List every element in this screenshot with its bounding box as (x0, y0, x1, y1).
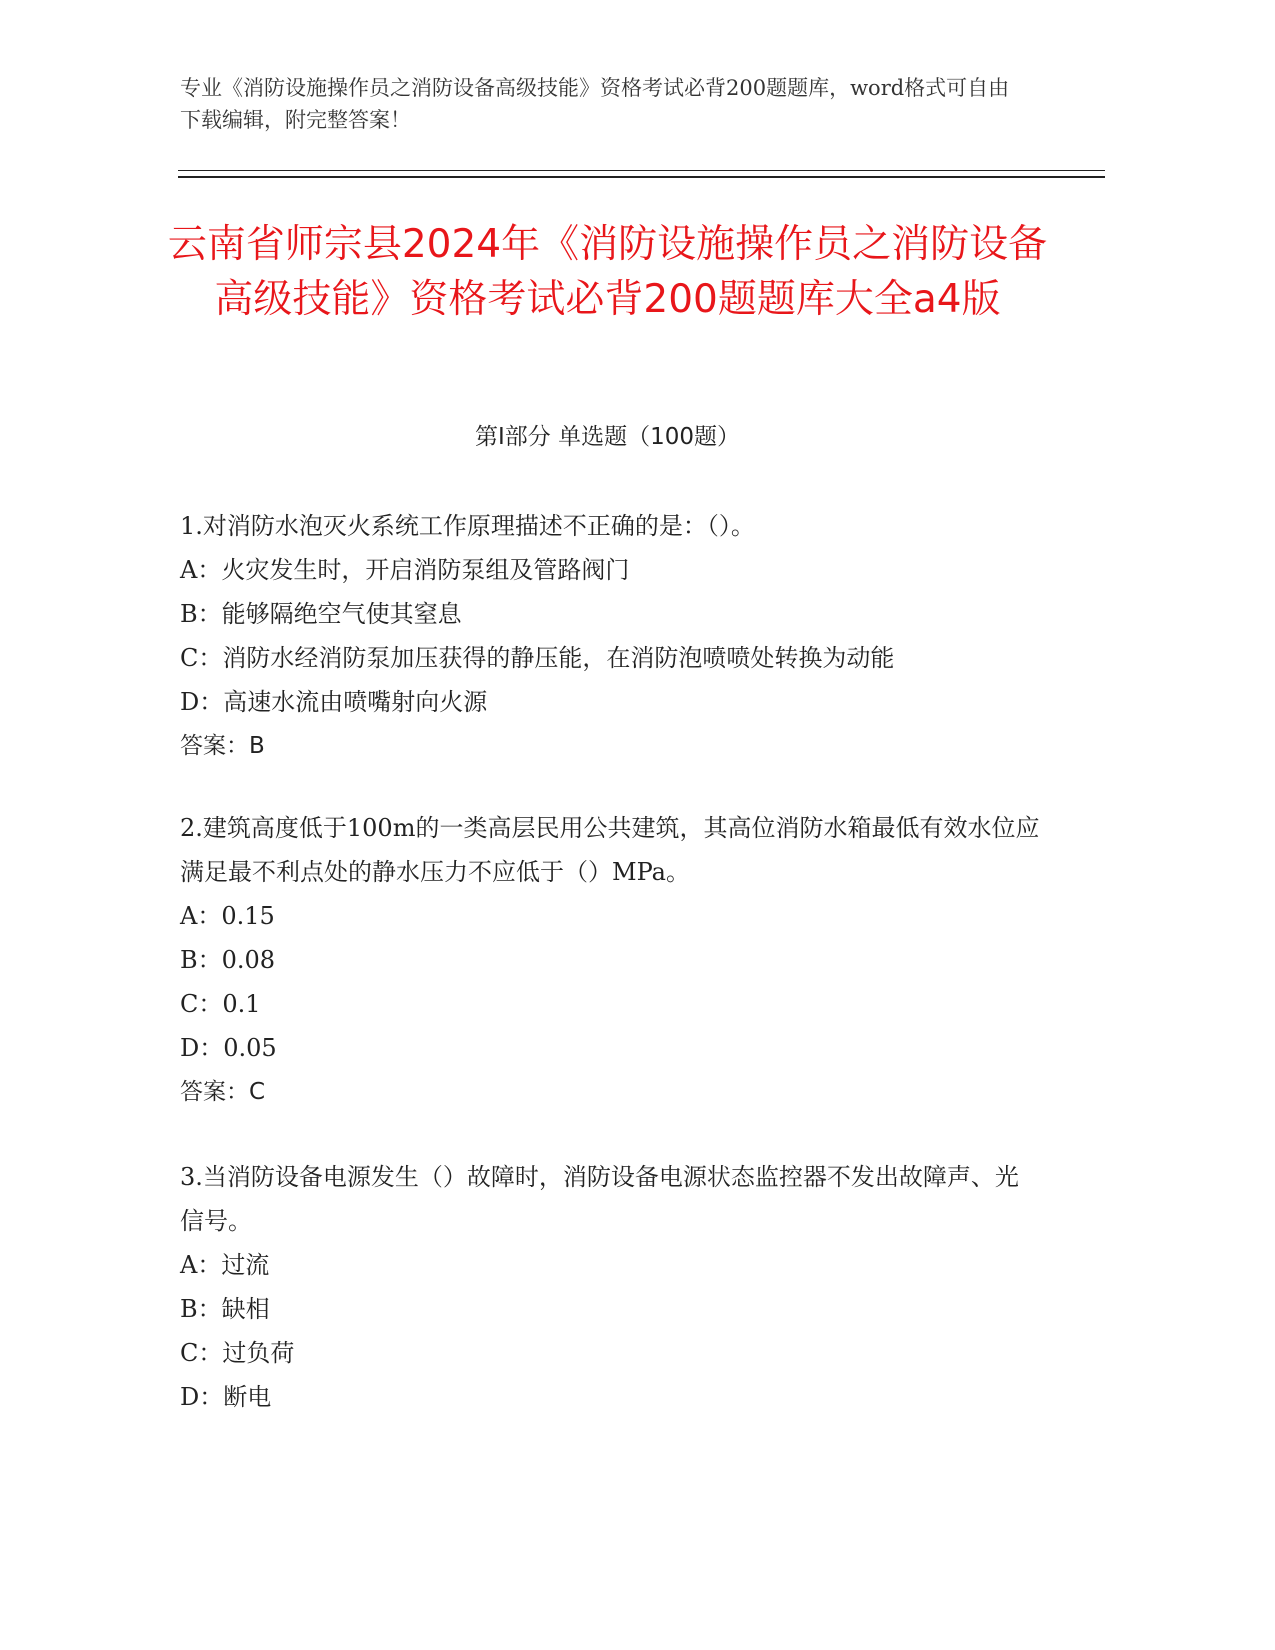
question-stem: 3.当消防设备电源发生（）故障时，消防设备电源状态监控器不发出故障声、光信号。 (180, 1163, 1019, 1235)
document-title: 云南省师宗县2024年《消防设施操作员之消防设备高级技能》资格考试必背200题题库大全a4版 (167, 222, 1048, 322)
option-b: B：缺相 (180, 1295, 270, 1323)
option-d: D：断电 (180, 1383, 272, 1411)
header-divider-top (178, 170, 1105, 171)
section-heading: 第Ⅰ部分 单选题（100题） (475, 424, 740, 450)
option-b: B：能够隔绝空气使其窒息 (180, 600, 462, 628)
option-a: A：0.15 (180, 902, 275, 930)
option-a: A：火灾发生时，开启消防泵组及管路阀门 (180, 556, 630, 584)
question-3 (180, 1155, 1040, 1419)
question-stem: 2.建筑高度低于100m的一类高层民用公共建筑，其高位消防水箱最低有效水位应满足最不利点处的静水压力不应低于（）MPa。 (180, 814, 1040, 886)
option-c: C：0.1 (180, 990, 261, 1018)
option-a: A：过流 (180, 1251, 270, 1279)
question-2 (180, 806, 1040, 1114)
option-c: C：过负荷 (180, 1339, 295, 1367)
question-1 (180, 504, 1040, 768)
question-stem: 1.对消防水泡灭火系统工作原理描述不正确的是：（）。 (180, 512, 755, 540)
option-b: B：0.08 (180, 946, 276, 974)
option-c: C：消防水经消防泵加压获得的静压能，在消防泡喷喷处转换为动能 (180, 644, 895, 672)
header-note: 专业《消防设施操作员之消防设备高级技能》资格考试必背200题题库，word格式可自由下载编辑，附完整答案！ (180, 76, 1010, 132)
option-d: D：高速水流由喷嘴射向火源 (180, 688, 488, 716)
answer: 答案：C (180, 1079, 266, 1105)
header-divider-bottom (178, 176, 1105, 178)
option-d: D：0.05 (180, 1034, 277, 1062)
answer: 答案：B (180, 733, 265, 759)
